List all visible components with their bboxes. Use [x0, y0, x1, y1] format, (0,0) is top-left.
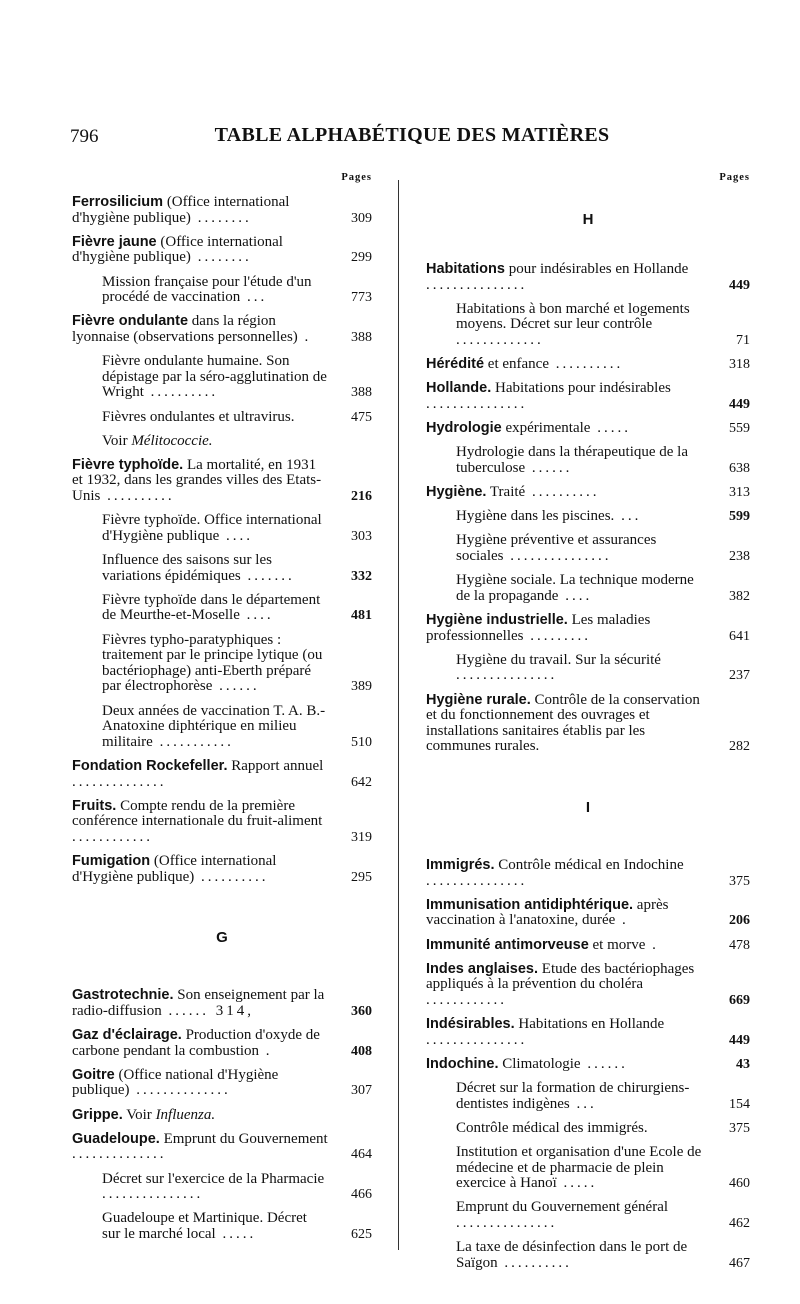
- index-entry: [72, 513, 372, 544]
- entry-text: Fièvre typhoïde dans le département de Meurthe-et-Moselle: [102, 591, 321, 624]
- entry-headword: Hollande.: [426, 380, 492, 397]
- leader-dots: .......: [240, 567, 295, 584]
- entry-text: Les maladies professionnelles: [426, 612, 651, 644]
- page-reference: 216: [351, 489, 372, 505]
- entry-text: pour indésirables en Hollande: [504, 261, 689, 277]
- page-reference: 460: [729, 1176, 750, 1192]
- index-entry: [426, 1240, 750, 1271]
- entry-see-reference: Mélitococcie.: [131, 432, 213, 449]
- section-letter: G: [216, 929, 228, 947]
- index-entry: [72, 704, 372, 751]
- leader-dots: ....: [558, 587, 593, 604]
- page-reference: 237: [729, 668, 750, 684]
- entry-text: Voir: [122, 1106, 156, 1123]
- page-reference: 319: [351, 829, 372, 845]
- entry-text: Voir: [102, 432, 132, 449]
- leader-dots: .....: [556, 1175, 598, 1192]
- index-entry: [426, 573, 750, 604]
- index-entry: [72, 275, 372, 306]
- page-reference: 642: [351, 774, 372, 790]
- index-entry: [426, 1121, 750, 1137]
- entry-text: Production d'oxyde de carbone pendant la combustion: [72, 1027, 320, 1059]
- entry-headword: Immunisation antidiphtérique.: [426, 896, 634, 913]
- index-entry: [72, 988, 372, 1019]
- column-separator: [398, 180, 399, 1250]
- page-reference: 43: [736, 1056, 750, 1072]
- page-reference: 375: [729, 873, 750, 889]
- page-reference: 382: [729, 588, 750, 604]
- entry-headword: Immigrés.: [426, 856, 495, 873]
- entry-text: Compte rendu de la première conférence internationale du fruit-aliment: [72, 797, 323, 830]
- leader-dots: ...........: [152, 733, 234, 750]
- entry-text: Deux années de vaccination T. A. B.-Anatoxine diphtérique en milieu militaire: [102, 702, 326, 750]
- entry-text: Contrôle médical en Indochine: [494, 856, 684, 873]
- index-entry: [72, 434, 372, 450]
- leader-dots: ..........: [525, 484, 600, 501]
- index-entry: [72, 354, 372, 401]
- index-entry: [426, 357, 750, 373]
- page-reference: 309: [351, 210, 372, 226]
- entry-text: La taxe de désinfection dans le port de Saïgon: [456, 1239, 688, 1271]
- leader-dots: ..............: [72, 1146, 167, 1163]
- index-entry: [72, 235, 372, 266]
- entry-text: Hydrologie dans la thérapeutique de la tuberculose: [456, 444, 689, 476]
- entry-text: Hygiène sociale. La technique moderne de la propagande: [456, 572, 694, 604]
- entry-headword: Guadeloupe.: [72, 1130, 160, 1147]
- leader-dots: ...: [240, 289, 268, 306]
- entry-text: dans la région lyonnaise (observations personnelles): [72, 313, 298, 345]
- page-reference: 375: [729, 1120, 750, 1136]
- index-entry: [72, 633, 372, 695]
- page-reference: 154: [729, 1096, 750, 1112]
- leader-dots: ..............: [129, 1082, 231, 1099]
- index-entry: [72, 410, 372, 426]
- entry-headword: Hydrologie: [426, 420, 502, 437]
- index-entry: [426, 653, 750, 684]
- entry-text: Influence des saisons sur les variations épidémiques: [102, 552, 272, 584]
- page-reference: 313: [729, 485, 750, 501]
- page-reference: 641: [729, 628, 750, 644]
- page-reference: 669: [729, 992, 750, 1008]
- index-entry: [426, 1081, 750, 1112]
- entry-headword: Hérédité: [426, 356, 485, 373]
- entry-text: (Office international d'Hygiène publique): [72, 853, 277, 885]
- leader-dots: ...: [614, 508, 642, 525]
- page-reference: 303: [351, 528, 372, 544]
- page-reference: 389: [351, 679, 372, 695]
- page-reference: 307: [351, 1083, 372, 1099]
- leader-dots: .............: [456, 331, 544, 348]
- leader-dots: ........: [190, 249, 252, 266]
- index-entry: [426, 302, 750, 349]
- page-reference: 559: [729, 421, 750, 437]
- index-entry: [72, 1028, 372, 1059]
- entry-headword: Fruits.: [72, 797, 117, 814]
- page-reference: 510: [351, 734, 372, 750]
- leader-dots: ......: [212, 678, 260, 695]
- page-number: 796: [70, 126, 99, 147]
- page-reference: 408: [351, 1043, 372, 1059]
- page-reference: 318: [729, 357, 750, 373]
- entry-headword: Fièvre ondulante: [72, 313, 189, 330]
- index-entry: [72, 1132, 372, 1163]
- leader-dots: .: [615, 912, 629, 929]
- leader-dots: .: [645, 936, 659, 953]
- index-entry: [72, 854, 372, 885]
- entry-text: Mission française pour l'étude d'un procédé de vaccination: [102, 273, 312, 306]
- index-entry: [426, 445, 750, 476]
- entry-text: Décret sur la formation de chirurgiens-dentistes indigènes: [456, 1080, 690, 1112]
- page-reference: 478: [729, 937, 750, 953]
- index-entry: [72, 1172, 372, 1203]
- entry-headword: Indes anglaises.: [426, 960, 539, 977]
- leader-dots: ...............: [456, 667, 558, 684]
- section-letter: I: [585, 798, 591, 816]
- leader-dots: ............: [72, 828, 153, 845]
- entry-text: Emprunt du Gouvernement général: [456, 1199, 669, 1216]
- entry-headword: Hygiène.: [426, 484, 487, 501]
- page-reference: 299: [351, 250, 372, 266]
- page-reference: 466: [351, 1187, 372, 1203]
- index-entry: [426, 262, 750, 293]
- index-entry: [426, 898, 750, 929]
- page-reference: 449: [729, 1032, 750, 1048]
- index-entry: [426, 1145, 750, 1192]
- page-reference: 206: [729, 913, 750, 929]
- page-reference: 475: [351, 409, 372, 425]
- entry-text: Fièvre ondulante humaine. Son dépistage par la séro-agglutination de Wright: [102, 353, 327, 401]
- entry-text: Climatologie: [498, 1055, 581, 1072]
- page-reference: 332: [351, 568, 372, 584]
- entry-text: et enfance: [484, 356, 549, 373]
- page-reference: 360: [351, 1003, 372, 1019]
- entry-text: La mortalité, en 1931 et 1932, dans les grandes villes des Etats-Unis: [72, 456, 322, 505]
- entry-text: Habitations pour indésirables: [491, 380, 671, 397]
- entry-text: Rapport annuel: [227, 757, 324, 774]
- index-entry: [426, 381, 750, 412]
- leader-dots: ..........: [548, 356, 624, 373]
- leader-dots: ......: [580, 1055, 628, 1072]
- entry-headword: Grippe.: [72, 1106, 123, 1123]
- leader-dots: ...............: [426, 872, 528, 889]
- leader-dots: ......: [525, 459, 573, 476]
- index-entry: [426, 509, 750, 525]
- leader-dots: ..............: [72, 773, 167, 790]
- leader-dots: .: [259, 1042, 273, 1059]
- leader-dots: ....: [219, 527, 254, 544]
- entry-headword: Indésirables.: [426, 1016, 515, 1033]
- pages-label: Pages: [341, 172, 372, 183]
- entry-text: Hygiène dans les piscines.: [456, 508, 615, 525]
- index-entry: [426, 613, 750, 644]
- leader-dots: ...............: [503, 548, 612, 565]
- index-entry: [426, 858, 750, 889]
- entry-headword: Hygiène industrielle.: [426, 612, 568, 629]
- entry-text: Habitations en Hollande: [514, 1016, 665, 1033]
- page-reference: 449: [729, 277, 750, 293]
- entry-text: (Office international d'hygiène publique): [72, 194, 290, 226]
- index-entry: [72, 1211, 372, 1242]
- leader-dots: ...............: [426, 276, 528, 293]
- entry-text: Etude des bactériophages appliqués à la prévention du choléra: [426, 960, 695, 993]
- entry-text: Son enseignement par la radio-diffusion: [72, 987, 325, 1019]
- index-entry: [72, 593, 372, 624]
- index-entry: [72, 458, 372, 505]
- entry-headword: Gaz d'éclairage.: [72, 1027, 182, 1044]
- page-reference: 481: [351, 608, 372, 624]
- leader-dots: .....: [590, 420, 631, 437]
- leader-dots: ..........: [100, 488, 175, 505]
- entry-text: Guadeloupe et Martinique. Décret sur le marché local: [102, 1210, 307, 1242]
- entry-text: Contrôle médical des immigrés.: [456, 1119, 648, 1136]
- leader-dots: ....: [239, 607, 274, 624]
- entry-text: expérimentale: [501, 420, 591, 437]
- page-reference: 388: [351, 385, 372, 401]
- page-reference: 388: [351, 329, 372, 345]
- leader-dots: ..........: [194, 868, 269, 885]
- entry-text: après vaccination à l'anatoxine, durée: [426, 896, 669, 929]
- running-title: TABLE ALPHABÉTIQUE DES MATIÈRES: [214, 124, 610, 146]
- entry-text: Habitations à bon marché et logements moyens. Décret sur leur contrôle: [456, 300, 690, 333]
- entry-headword: Hygiène rurale.: [426, 691, 531, 708]
- index-entry: [72, 314, 372, 345]
- index-entry: [426, 1200, 750, 1231]
- section-letter: H: [582, 211, 594, 228]
- index-entry: [426, 938, 750, 954]
- entry-headword: Ferrosilicium: [72, 194, 164, 210]
- entry-text: Hygiène préventive et assurances sociales: [456, 532, 657, 565]
- leader-dots: .........: [523, 627, 591, 644]
- page-reference: 599: [729, 509, 750, 525]
- index-entry: [426, 1017, 750, 1048]
- entry-text: Fièvres ondulantes et ultravirus.: [102, 408, 295, 425]
- leader-dots: ...............: [456, 1215, 558, 1231]
- leader-dots: .....: [215, 1225, 257, 1242]
- index-entry: [72, 759, 372, 790]
- page-reference: 295: [351, 869, 372, 885]
- entry-text: (Office national d'Hygiène publique): [72, 1066, 279, 1099]
- page-reference: 464: [351, 1147, 372, 1163]
- entry-headword: Fumigation: [72, 853, 151, 870]
- left-column: [72, 172, 372, 1251]
- index-entry: [426, 1057, 750, 1073]
- index-entry: [426, 533, 750, 564]
- entry-headword: Immunité antimorveuse: [426, 936, 589, 953]
- entry-text: (Office international d'hygiène publique): [72, 233, 283, 266]
- index-entry: [72, 195, 372, 226]
- page-reference: 625: [351, 1226, 372, 1242]
- leader-dots: ...............: [102, 1186, 204, 1203]
- entry-text: Fièvres typho-paratyphiques : traitement par le principe lytique (ou bactériophage) anti-Eberth préparé par électrophorèse: [102, 631, 323, 695]
- page-header: [70, 118, 754, 152]
- entry-headword: Habitations: [426, 261, 505, 277]
- page-reference: 71: [736, 332, 750, 348]
- right-column: [426, 172, 750, 1280]
- index-entry: [72, 553, 372, 584]
- index-entry: [426, 693, 750, 755]
- pages-label: Pages: [719, 172, 750, 183]
- entry-text: Traité: [486, 484, 526, 501]
- leader-dots: ..........: [143, 384, 219, 401]
- entry-headword: Fièvre jaune: [72, 233, 157, 250]
- page-reference: 282: [729, 739, 750, 755]
- page-reference: 449: [729, 396, 750, 412]
- index-entry: [72, 1068, 372, 1099]
- page-reference: 238: [729, 549, 750, 565]
- leader-dots: ........: [190, 209, 252, 226]
- entry-text: Fièvre typhoïde. Office international d'Hygiène publique: [102, 512, 322, 544]
- entry-headword: Gastrotechnie.: [72, 987, 174, 1004]
- index-entry: [426, 421, 750, 437]
- leader-dots: ..........: [497, 1254, 572, 1271]
- leader-dots: ...............: [426, 1031, 528, 1048]
- leader-dots: ...............: [426, 395, 528, 412]
- index-entry: [426, 485, 750, 501]
- entry-headword: Indochine.: [426, 1055, 499, 1072]
- page-reference: 462: [729, 1216, 750, 1231]
- entry-headword: Goitre: [72, 1066, 115, 1083]
- page-reference: 638: [729, 460, 750, 476]
- index-entry: [72, 799, 372, 846]
- entry-text: Décret sur l'exercice de la Pharmacie: [102, 1170, 325, 1187]
- entry-text: Contrôle de la conservation et du fonctionnement des ouvrages et installations sanitaires établis par les communes rurales.: [426, 691, 700, 755]
- leader-dots: .: [297, 328, 312, 345]
- leader-dots: ............: [426, 991, 507, 1008]
- entry-text: et morve: [588, 936, 646, 953]
- entry-see-reference: Influenza.: [155, 1106, 216, 1123]
- index-entry: [426, 962, 750, 1009]
- page-reference: 467: [729, 1255, 750, 1271]
- leader-dots: ...... 314,: [161, 1002, 254, 1019]
- entry-text: Emprunt du Gouvernement: [159, 1130, 328, 1147]
- entry-headword: Fièvre typhoïde.: [72, 456, 184, 473]
- page-reference: 773: [351, 290, 372, 306]
- entry-text: Institution et organisation d'une Ecole de médecine et de pharmacie de plein exercice à Hanoï: [456, 1144, 702, 1192]
- leader-dots: ...: [569, 1095, 597, 1112]
- index-entry: [72, 1108, 372, 1124]
- entry-headword: Fondation Rockefeller.: [72, 757, 228, 774]
- entry-text: Hygiène du travail. Sur la sécurité: [456, 651, 661, 668]
